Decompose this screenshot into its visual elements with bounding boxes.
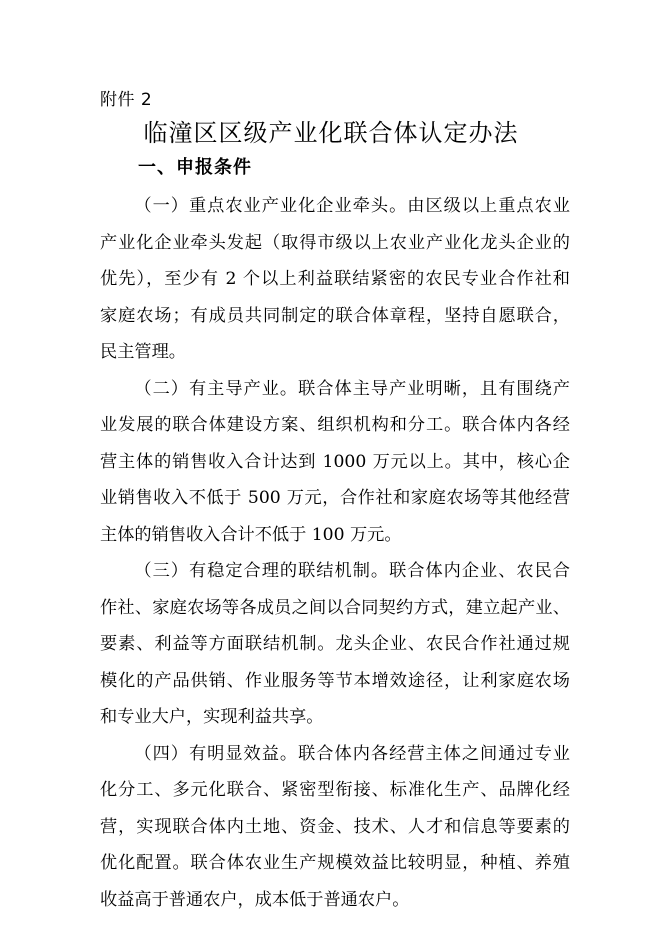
paragraph-line: （四）有明显效益。联合体内各经营主体之间通过专业 (134, 743, 570, 764)
paragraph-line: 营主体的销售收入合计达到 1000 万元以上。其中，核心企 (100, 451, 570, 472)
paragraph-line: 优化配置。联合体农业生产规模效益比较明显，种植、养殖 (100, 853, 570, 873)
section-heading: 一、申报条件 (138, 157, 252, 178)
paragraph-3 (100, 553, 570, 736)
paragraph-line: 作社、家庭农场等各成员之间以合同契约方式，建立起产业、 (100, 597, 570, 618)
paragraph-line: 模化的产品供销、作业服务等节本增效途径，让利家庭农场 (100, 670, 570, 691)
paragraph-line: 优先），至少有 2 个以上利益联结紧密的农民专业合作社和 (100, 269, 570, 289)
paragraph-line: 收益高于普通农户，成本低于普通农户。 (100, 889, 410, 910)
paragraph-line: 民主管理。 (100, 342, 186, 362)
paragraph-line: 业销售收入不低于 500 万元，合作社和家庭农场等其他经营 (100, 488, 570, 508)
paragraph-line: 主体的销售收入合计不低于 100 万元。 (100, 524, 402, 545)
document-body (100, 188, 570, 918)
paragraph-line: 家庭农场；有成员共同制定的联合体章程，坚持自愿联合， (100, 305, 570, 326)
paragraph-line: 和专业大户，实现利益共享。 (100, 707, 324, 727)
paragraph-1 (100, 188, 570, 371)
attachment-label: 附件 2 (100, 90, 153, 110)
document-title: 临潼区区级产业化联合体认定办法 (143, 119, 519, 147)
paragraph-line: （三）有稳定合理的联结机制。联合体内企业、农民合 (134, 561, 570, 581)
paragraph-line: 业发展的联合体建设方案、组织机构和分工。联合体内各经 (100, 415, 570, 435)
paragraph-2 (100, 371, 570, 554)
paragraph-line: 产业化企业牵头发起（取得市级以上农业产业化龙头企业的 (100, 232, 570, 253)
paragraph-4 (100, 736, 570, 919)
paragraph-line: （二）有主导产业。联合体主导产业明晰，且有围绕产 (134, 378, 570, 399)
paragraph-line: 营，实现联合体内土地、资金、技术、人才和信息等要素的 (100, 816, 570, 837)
paragraph-line: 要素、利益等方面联结机制。龙头企业、农民合作社通过规 (100, 634, 570, 654)
paragraph-line: （一）重点农业产业化企业牵头。由区级以上重点农业 (134, 196, 570, 216)
paragraph-line: 化分工、多元化联合、紧密型衔接、标准化生产、品牌化经 (100, 780, 570, 800)
